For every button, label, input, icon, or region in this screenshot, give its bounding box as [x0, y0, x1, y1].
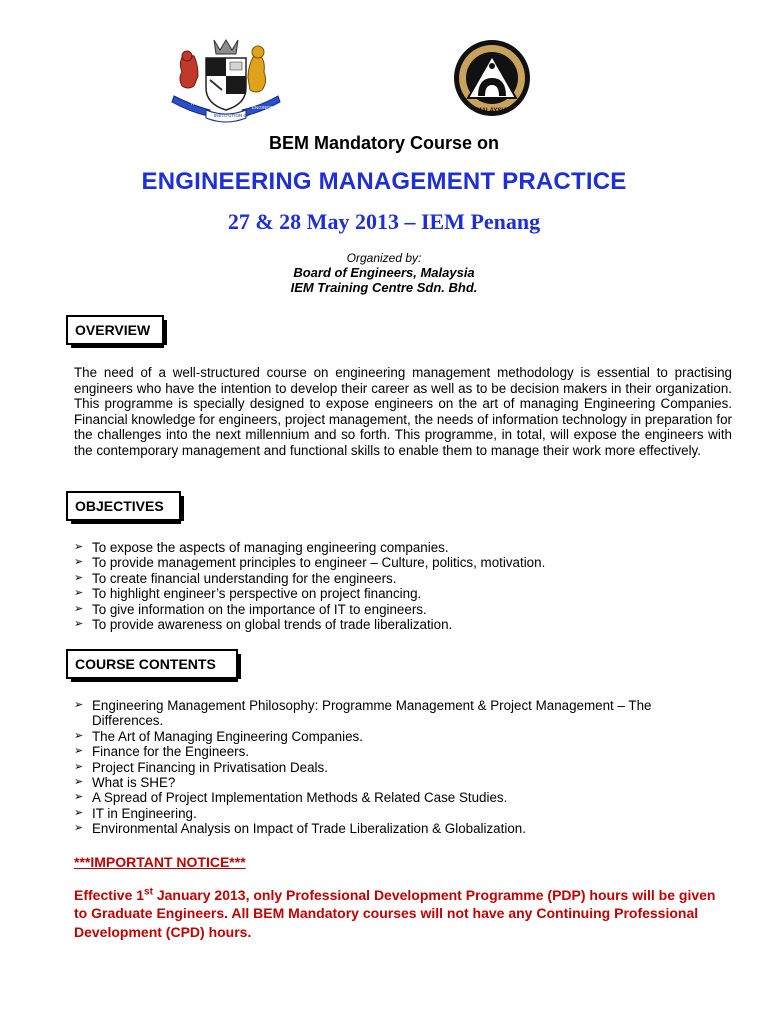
- arrow-bullet-icon: ➢: [74, 776, 84, 789]
- list-item: ➢ To create financial understanding for the engineers.: [74, 570, 397, 586]
- arrow-bullet-icon: ➢: [74, 806, 84, 819]
- list-item: ➢ Project Financing in Privatisation Deals.: [74, 759, 328, 775]
- arrow-bullet-icon: ➢: [74, 791, 84, 804]
- course-subtitle: BEM Mandatory Course on: [268, 133, 500, 153]
- list-item: ➢ To give information on the importance of IT to engineers.: [74, 601, 427, 617]
- overview-heading: OVERVIEW: [66, 315, 164, 345]
- arrow-bullet-icon: ➢: [74, 699, 84, 711]
- logo-text-the: THE: [190, 101, 199, 106]
- list-item: ➢ To expose the aspects of managing engineering companies.: [74, 540, 449, 555]
- arrow-bullet-icon: ➢: [74, 745, 84, 758]
- list-item: ➢ The Art of Managing Engineering Companies.: [74, 728, 363, 744]
- bem-seal-logo: [452, 38, 532, 118]
- list-item: ➢ Finance for the Engineers.: [74, 744, 250, 760]
- arrow-bullet-icon: ➢: [74, 571, 84, 584]
- arrow-bullet-icon: ➢: [74, 618, 84, 631]
- organizer-iem-training: IEM Training Centre Sdn. Bhd.: [290, 280, 478, 295]
- list-item: ➢ To provide awareness on global trends of trade liberalization.: [74, 617, 453, 633]
- logo-text-institution: INSTITUTION OF: [214, 113, 250, 118]
- arrow-bullet-icon: ➢: [74, 822, 84, 835]
- list-item: ➢ Environmental Analysis on Impact of Trade Liberalization & Globalization.: [74, 821, 526, 837]
- course-contents-heading: COURSE CONTENTS: [66, 649, 238, 679]
- logo-row: [0, 34, 768, 124]
- iem-crest-logo: [170, 34, 282, 124]
- important-notice-text: Effective 1st January 2013, only Professional Development Programme (PDP) hours will be given to Graduate Engineers. All BEM Mandatory courses will not have any Continuing Professional Development (CPD) hours.: [74, 886, 716, 940]
- important-notice-heading: ***IMPORTANT NOTICE***: [74, 854, 246, 870]
- course-contents-list: [74, 698, 714, 837]
- objectives-heading: OBJECTIVES: [66, 491, 181, 521]
- course-title: ENGINEERING MANAGEMENT PRACTICE: [141, 168, 627, 195]
- objectives-list: [74, 540, 714, 632]
- list-item: ➢ To provide management principles to engineer – Culture, politics, motivation.: [74, 555, 546, 571]
- arrow-bullet-icon: ➢: [74, 760, 84, 773]
- logo-text-engineers: ENGINEERS: [252, 105, 279, 110]
- list-item: ➢ A Spread of Project Implementation Methods & Related Case Studies.: [74, 790, 508, 806]
- organized-by-label: Organized by:: [346, 251, 422, 265]
- list-item: ➢ Engineering Management Philosophy: Programme Management & Project Management – The Differences.: [74, 698, 652, 729]
- list-item: ➢ What is SHE?: [74, 775, 176, 791]
- arrow-bullet-icon: ➢: [74, 541, 84, 553]
- organizer-bem: Board of Engineers, Malaysia: [293, 265, 475, 280]
- course-date-venue: 27 & 28 May 2013 – IEM Penang: [227, 209, 541, 234]
- arrow-bullet-icon: ➢: [74, 587, 84, 600]
- arrow-bullet-icon: ➢: [74, 602, 84, 615]
- arrow-bullet-icon: ➢: [74, 556, 84, 569]
- list-item: ➢ IT in Engineering.: [74, 805, 197, 821]
- overview-paragraph: The need of a well-structured course on engineering management methodology is essential to practising engineers who have the intention to develop their career as well as to be decision makers in their organization. This programme is specially designed to expose engineers on the art of managing Engineering Companies. Financial knowledge for engineers, project management, the needs of information technology in preparation for the challenges into the next millennium and so forth. This programme, in total, will expose the engineers with the contemporary management and functional skills to enable them to manage their work more effectively.: [74, 365, 732, 458]
- arrow-bullet-icon: ➢: [74, 729, 84, 742]
- seal-text-malaysia: MALAYSIA: [476, 108, 508, 114]
- list-item: ➢ To highlight engineer’s perspective on project financing.: [74, 586, 422, 602]
